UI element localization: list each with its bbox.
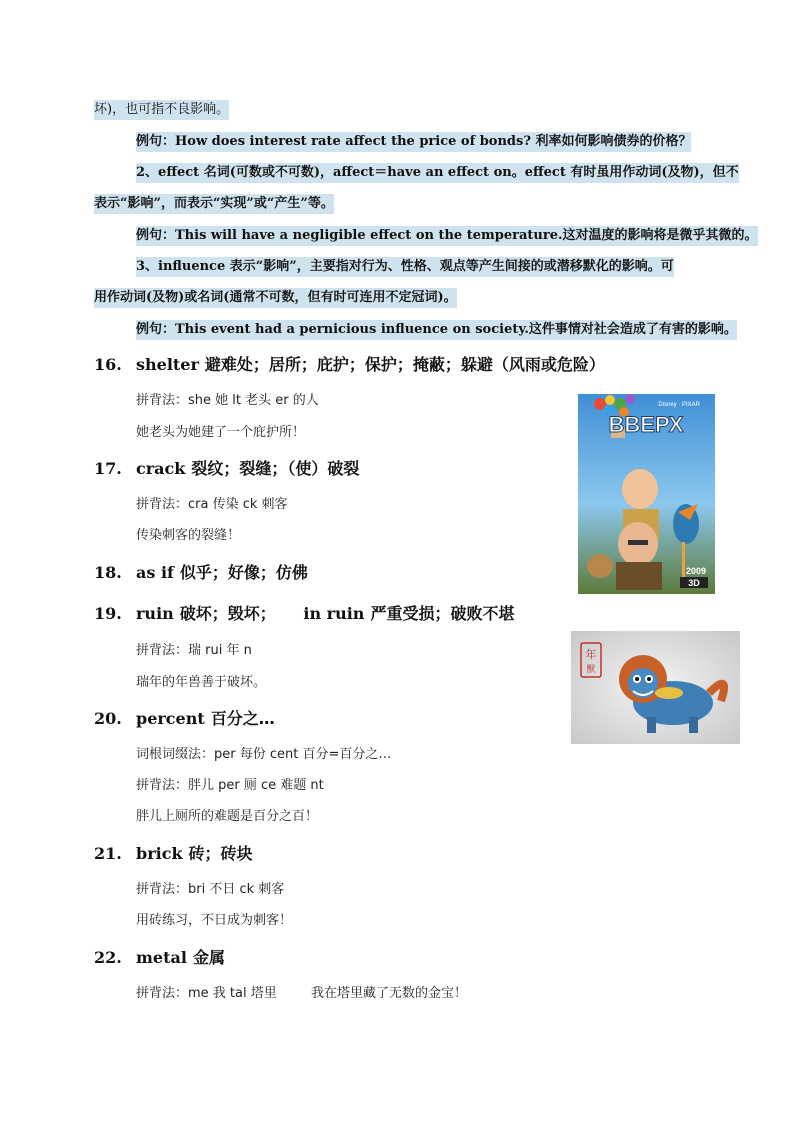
example-sentence-1: 例句：How does interest rate affect the price of bonds? 利率如何影响债券的价格？ [136, 132, 691, 152]
entry-word: shelter [136, 355, 199, 374]
entry-crack [94, 458, 359, 480]
poster-year: 2009 [685, 566, 706, 576]
entry-brick [94, 843, 253, 865]
entry-number: 19. [94, 604, 122, 623]
entry-number: 21. [94, 844, 122, 863]
nian-seal-char-2: 獸 [586, 665, 596, 675]
nian-beast-image [571, 631, 740, 744]
nian-seal-char-1: 年 [585, 648, 597, 661]
entry-as-if [94, 562, 308, 584]
entry-note: 拼背法：瑞 rui 年 n [136, 643, 252, 658]
entry-number: 17. [94, 459, 122, 478]
paragraph-2-line-1: 2、effect 名词(可数或不可数)，affect＝have an effect on。effect 有时虽用作动词(及物)，但不 [136, 163, 739, 183]
entry-percent [94, 708, 275, 730]
entry-number: 22. [94, 948, 122, 967]
up-movie-poster-image [578, 394, 715, 594]
paragraph-3-line-2: 用作动词(及物)或名词(通常不可数，但有时可连用不定冠词)。 [94, 288, 457, 308]
example-sentence-3: 例句：This event had a pernicious influence on society.这件事情对社会造成了有害的影响。 [136, 320, 737, 340]
entry-extra-meaning: 严重受损；破败不堪 [370, 604, 515, 623]
paragraph-2-line-2: 表示“影响”，而表示“实现”或“产生”等。 [94, 194, 334, 214]
entry-note: 拼背法：bri 不日 ck 刺客 [136, 882, 285, 897]
entry-word: percent [136, 709, 205, 728]
entry-meaning: 似乎；好像；仿佛 [179, 563, 308, 582]
poster-title: ВВЕРХ [608, 412, 684, 437]
entry-note: 传染刺客的裂缝！ [136, 528, 241, 543]
entry-number: 18. [94, 563, 122, 582]
entry-word: metal [136, 948, 187, 967]
entry-note: 我在塔里藏了无数的金宝！ [311, 986, 468, 1001]
entry-word: as if [136, 563, 174, 582]
entry-word: crack [136, 459, 186, 478]
entry-note: 用砖练习，不日成为刺客！ [136, 913, 293, 928]
entry-note: 胖儿上厕所的难题是百分之百！ [136, 809, 319, 824]
entry-extra-word: in ruin [303, 604, 365, 623]
entry-metal [94, 947, 225, 969]
entry-meaning: 金属 [192, 948, 225, 967]
entry-number: 16. [94, 355, 122, 374]
entry-note: 拼背法：胖儿 per 厕 ce 难题 nt [136, 778, 324, 793]
entry-meaning: 百分之… [210, 709, 275, 728]
poster-format: 3D [688, 578, 700, 588]
paragraph-3-line-1: 3、influence 表示“影响”，主要指对行为、性格、观点等产生间接的或潜移默化的影响。可 [136, 257, 674, 277]
entry-note: 拼背法：me 我 tal 塔里 [136, 986, 277, 1001]
poster-brand: Disney · PIXAR [658, 402, 700, 408]
entry-number: 20. [94, 709, 122, 728]
entry-ruin [94, 603, 514, 625]
entry-note: 她老头为她建了一个庇护所！ [136, 425, 306, 440]
entry-meaning: 砖；砖块 [188, 844, 253, 863]
entry-word: ruin [136, 604, 174, 623]
entry-meaning: 裂纹；裂缝；（使）破裂 [191, 459, 360, 478]
entry-note: 拼背法：cra 传染 ck 刺客 [136, 497, 288, 512]
entry-note: 瑞年的年兽善于破坏。 [136, 675, 267, 690]
entry-shelter [94, 354, 605, 376]
entry-word: brick [136, 844, 183, 863]
entry-note: 词根词缀法：per 每份 cent 百分=百分之… [136, 747, 392, 762]
entry-meaning: 避难处；居所；庇护；保护；掩蔽；躲避（风雨或危险） [204, 355, 605, 374]
example-sentence-2: 例句：This will have a negligible effect on the temperature.这对温度的影响将是微乎其微的。 [136, 226, 758, 246]
entry-meaning: 破坏；毁坏； [179, 604, 276, 623]
entry-note: 拼背法：she 她 lt 老头 er 的人 [136, 393, 319, 408]
intro-line-1: 坏)，也可指不良影响。 [94, 100, 229, 120]
